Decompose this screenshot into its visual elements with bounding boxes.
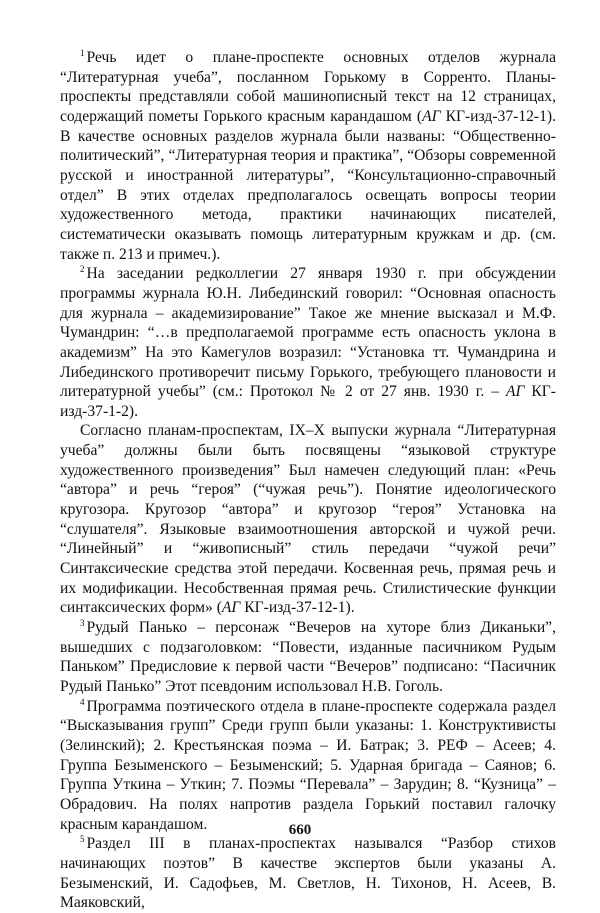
page-number: 660 [288,822,312,838]
note-3-marker: 3 [80,618,85,629]
note-2-continuation [60,421,556,618]
note-4 [60,697,556,835]
note-1-marker: 1 [80,48,85,58]
note-1 [60,48,556,264]
archive-siglum: АГ [422,107,441,125]
note-3-text: Рудый Панько – персонаж “Вечеров на хуторе близ Диканьки”, вышедших с подзаголовком: “Повести, изданные пасичником Рудым Паньком” Предисловие к первой части “Вечеров” подписано: “Пасичник Рудый Панько” Этот псевдоним использовал Н.В. Гоголь. [60,619,556,695]
note-4-text: Программа поэтического отдела в плане-проспекте содержала раздел “Высказывания групп” Среди групп были указаны: 1. Конструктивисты (Зелинский); 2. Крестьянская поэма – И. Батрак; 3. РЕФ – Асеев; 4. Группа Безыменского – Безыменский; 5. Ударная бригада – Саянов; 6. Группа Уткина – Уткин; 7. Поэмы “Перевала” – Зарудин; 8. “Кузница” – Обрадович. На полях напротив раздела Горький поставил галочку красным карандашом. [60,697,556,833]
note-2-text: На заседании редколлегии 27 января 1930 г. при обсуждении программы журнала Ю.Н. Либединский говорил: “Основная опасность для журнала – академизирование” Такое же мнение высказал и М.Ф. Чумандрин: “…в предполагаемой программе есть опасность уклона в академизм” На это Камегулов возразил: “Установка тт. Чумандрина и Либединского противоречит письму Горького, требующего плановости и литературной учебы” (см.: Протокол № 2 от 27 янв. 1930 г. – АГ КГ-изд-37-1-2). [60,265,556,420]
note-5-text: Раздел III в планах-проспектах назывался “Разбор стихов начинающих поэтов” В качестве экспертов были указаны А. Безыменский, И. Садофьев, М. Светлов, Н. Тихонов, Н. Асеев, В. Маяковский, [60,835,556,912]
note-4-marker: 4 [80,696,85,707]
note-3 [60,618,556,697]
note-1-text: Речь идет о плане-проспекте основных отделов журнала “Литературная учеба”, посланном Горькому в Сорренто. Планы-проспекты представляли собой машинописный текст на 12 страницах, содержащий пометы Горького красным карандашом (АГ КГ-изд-37-12-1). В качестве основных разделов журнала были названы: “Общественно-политический”, “Литературная теория и практика”, “Обзоры современной русской и иностранной литературы”, “Консультационно-справочный отдел” В этих отделах предполагалось освещать вопросы теории художественного метода, практики начинающих писателей, систематически оказывать помощь литературным кружкам и др. (см. также п. 213 и примеч.). [60,49,556,263]
archive-siglum: АГ [505,383,525,401]
endnotes-body [60,48,556,913]
note-5 [60,834,556,913]
archive-siglum: АГ [221,599,241,617]
note-2-marker: 2 [80,264,85,275]
note-2 [60,264,556,421]
note-5-marker: 5 [80,834,85,845]
note-2-continuation-text: Согласно планам-проспектам, IX–X выпуски журнала “Литературная учеба” должны были быть посвящены “языковой структуре художественного произведения” Был намечен следующий план: «Речь “автора” и речь “героя” (“чужая речь”). Понятие идеологического кругозора. Кругозор “автора” и кругозор “героя” Установка на “слушателя”. Языковые взаимоотношения авторской и чужой речи. “Линейный” и “живописный” стиль передачи “чужой речи” Синтаксические средства этой передачи. Косвенная речь, прямая речь и их модификации. Несобственная прямая речь. Стилистические функции синтаксических форм» (АГ КГ-изд-37-12-1). [60,422,556,617]
